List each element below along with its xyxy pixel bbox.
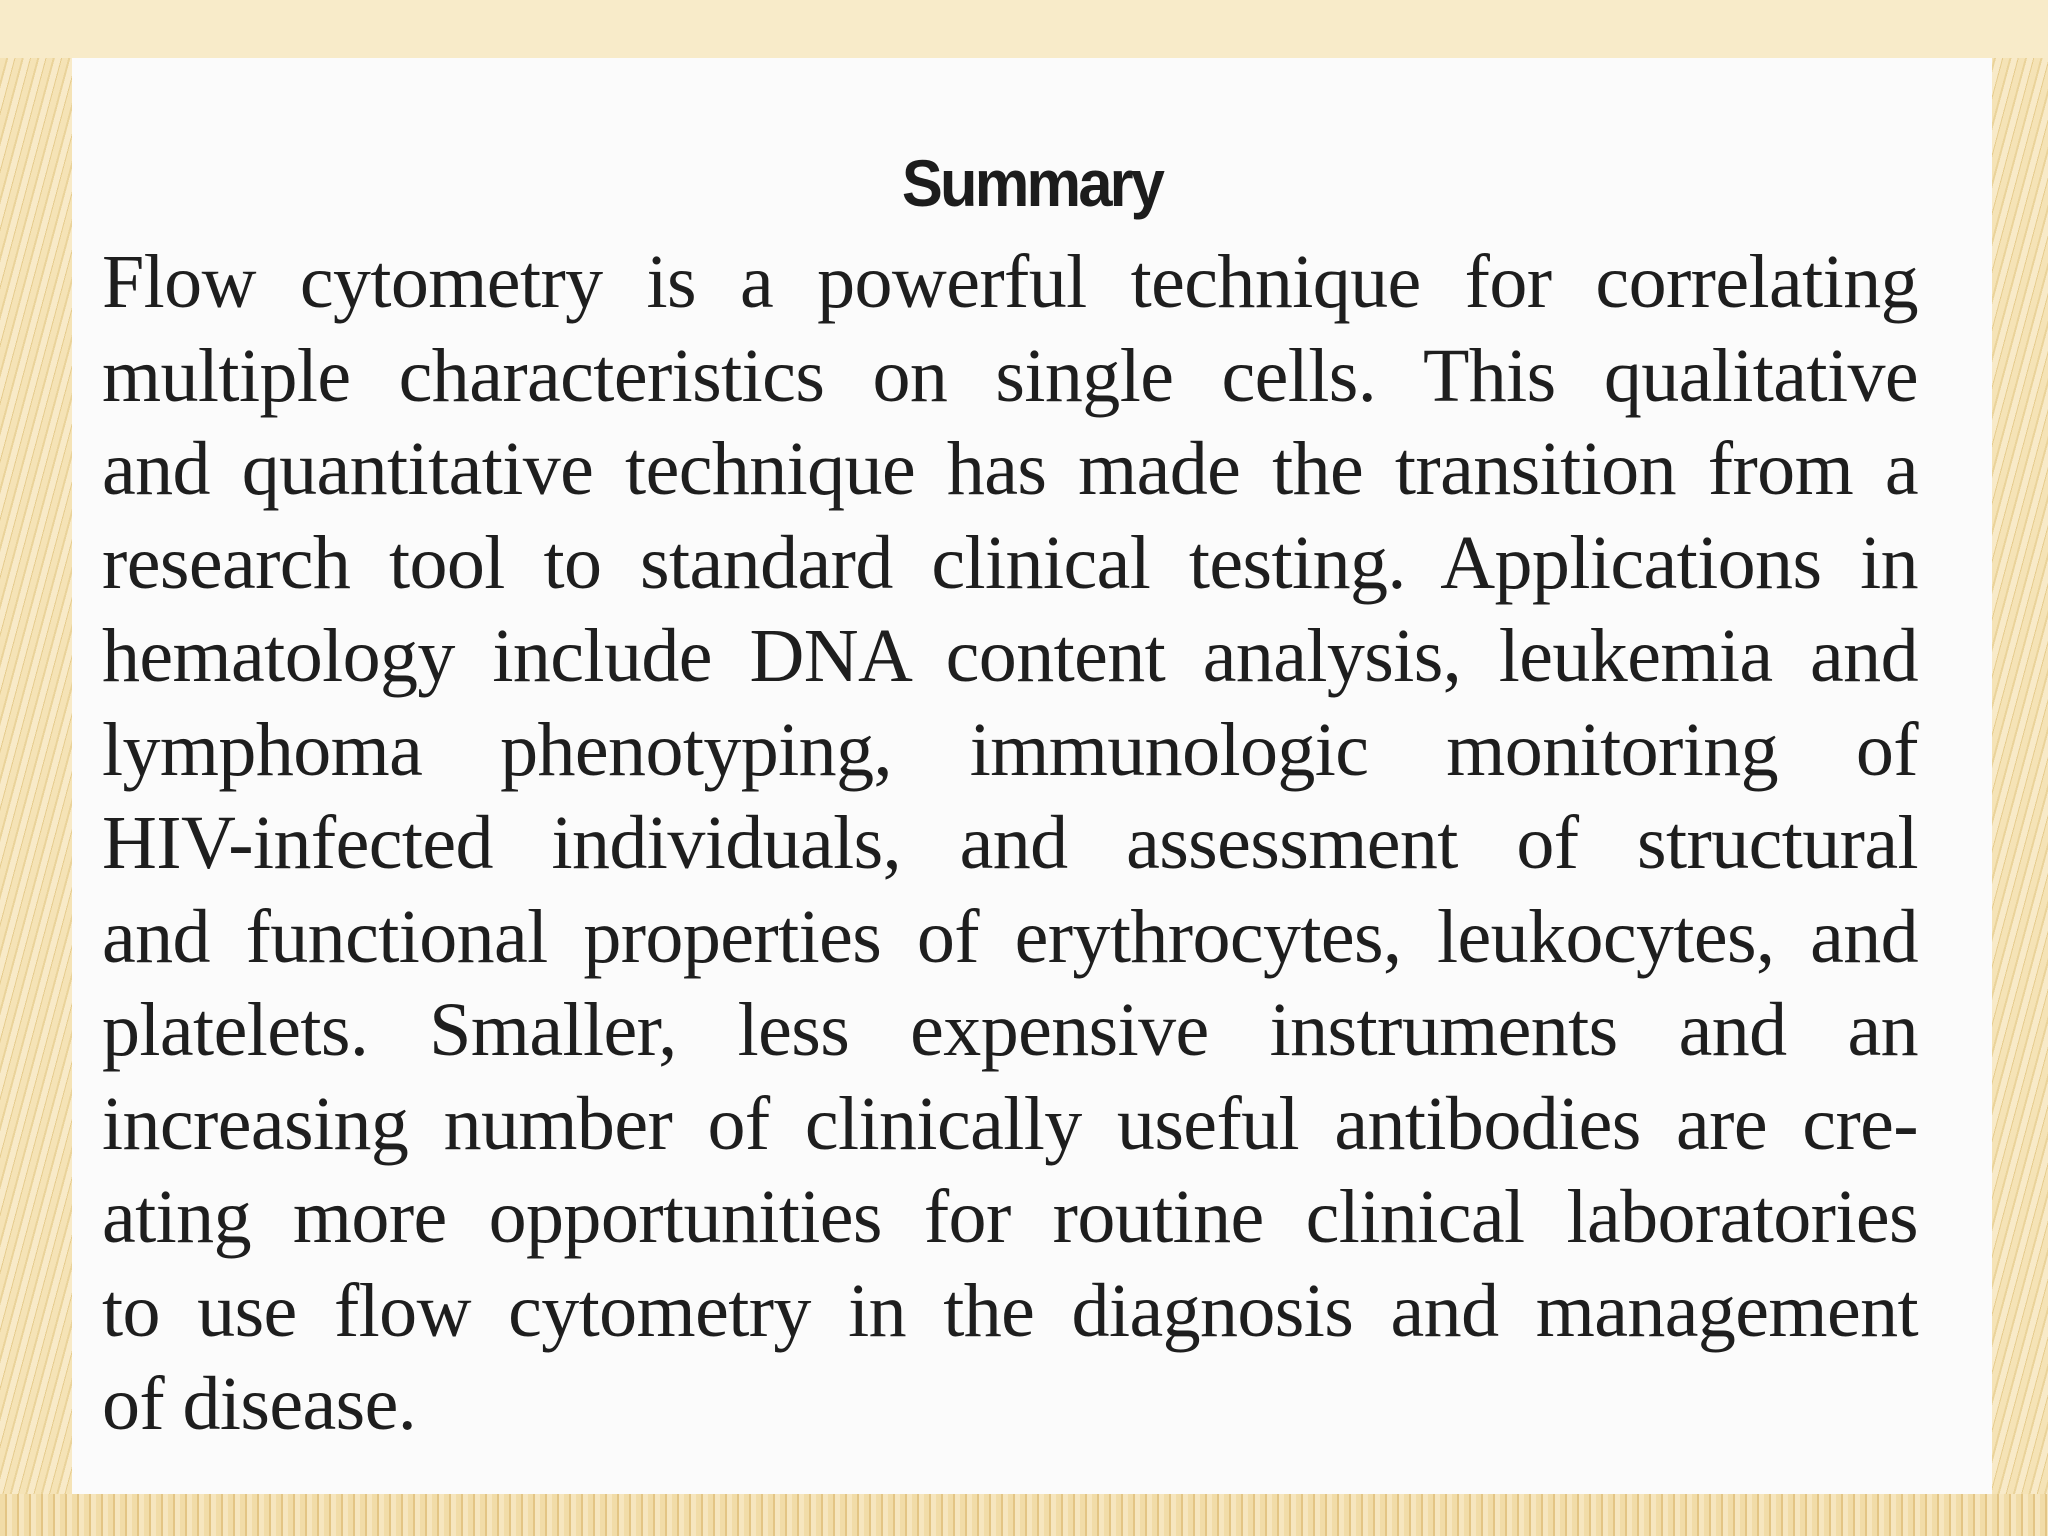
paragraph-line: increasing number of clinically useful antibodies are cre- [102,1081,1918,1166]
paragraph-line: to use flow cytometry in the diagnosis and management [102,1268,1918,1353]
paragraph-line: and functional properties of erythrocytes, leukocytes, and [102,894,1918,979]
bottom-background-band [0,1494,2048,1536]
paragraph-line: HIV-infected individuals, and assessment of structural [102,801,1918,885]
paragraph-line: of disease. [102,1362,417,1446]
summary-heading: Summary [901,146,1163,220]
paragraph-line: Flow cytometry is a powerful technique for correlating [102,240,1918,324]
paragraph-line: ating more opportunities for routine clinical laboratories [102,1175,1918,1259]
summary-document-panel [72,58,1992,1494]
paragraph-line: hematology include DNA content analysis, leukemia and [102,614,1918,698]
paragraph-line: research tool to standard clinical testing. Applications in [102,520,1918,605]
paragraph-line: lymphoma phenotyping, immunologic monitoring of [102,707,1918,792]
top-background-band [0,0,2048,58]
paragraph-line: and quantitative technique has made the transition from a [102,427,1918,511]
paragraph-line: multiple characteristics on single cells. This qualitative [102,333,1918,418]
paragraph-line: platelets. Smaller, less expensive instruments and an [102,988,1918,1072]
summary-paragraph [102,236,1918,1452]
